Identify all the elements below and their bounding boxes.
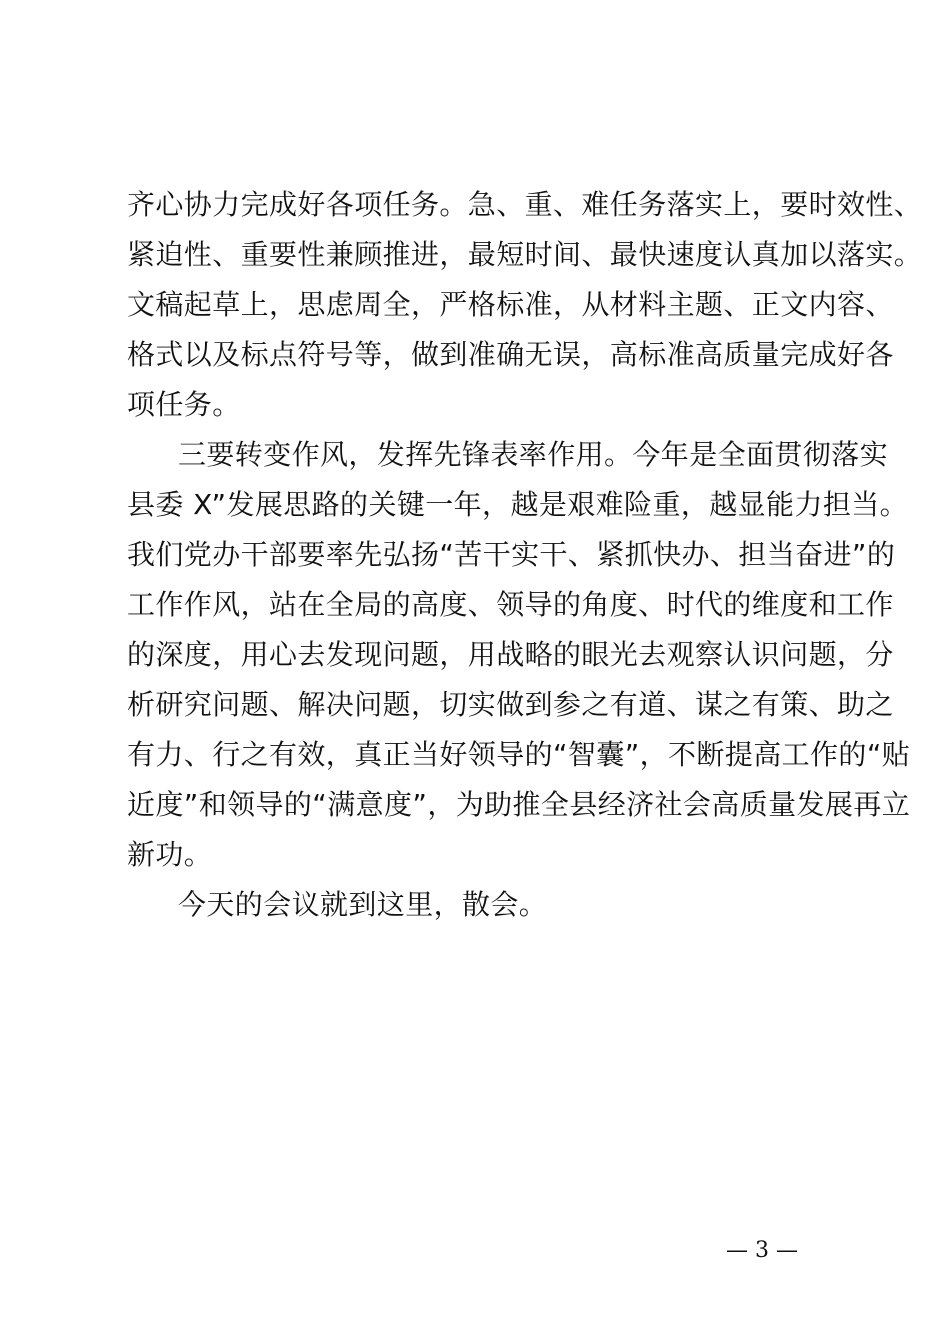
paragraph-1-line-1: 齐心协力完成好各项任务。急、重、难任务落实上，要时效性、 [127, 188, 923, 221]
paragraph-2-line-3: 我们党办干部要率先弘扬“苦干实干、紧抓快办、担当奋进”的 [127, 538, 896, 571]
paragraph-2-line-4: 工作作风，站在全局的高度、领导的角度、时代的维度和工作 [127, 588, 894, 621]
paragraph-2-line-5: 的深度，用心去发现问题，用战略的眼光去观察认识问题，分 [127, 638, 894, 671]
paragraph-2-line-6: 析研究问题、解决问题，切实做到参之有道、谋之有策、助之 [127, 688, 894, 721]
paragraph-1-line-5: 项任务。 [127, 388, 241, 421]
paragraph-1-line-4: 格式以及标点符号等，做到准确无误，高标准高质量完成好各 [127, 338, 894, 371]
paragraph-2-line-1: 三要转变作风，发挥先锋表率作用。今年是全面贯彻落实 [178, 438, 889, 471]
paragraph-1-line-2: 紧迫性、重要性兼顾推进，最短时间、最快速度认真加以落实。 [127, 238, 923, 271]
paragraph-2-line-9: 新功。 [127, 838, 213, 871]
paragraph-3-line-1: 今天的会议就到这里，散会。 [178, 888, 548, 921]
page-number: — 3 — [726, 1238, 798, 1263]
paragraph-2-line-2: 县委 X”发展思路的关键一年，越是艰难险重，越显能力担当。 [127, 488, 909, 521]
paragraph-1-line-3: 文稿起草上，思虑周全，严格标准，从材料主题、正文内容、 [127, 288, 894, 321]
paragraph-2-line-8: 近度”和领导的“满意度”，为助推全县经济社会高质量发展再立 [127, 788, 911, 821]
paragraph-2-line-7: 有力、行之有效，真正当好领导的“智囊”，不断提高工作的“贴 [127, 738, 911, 771]
